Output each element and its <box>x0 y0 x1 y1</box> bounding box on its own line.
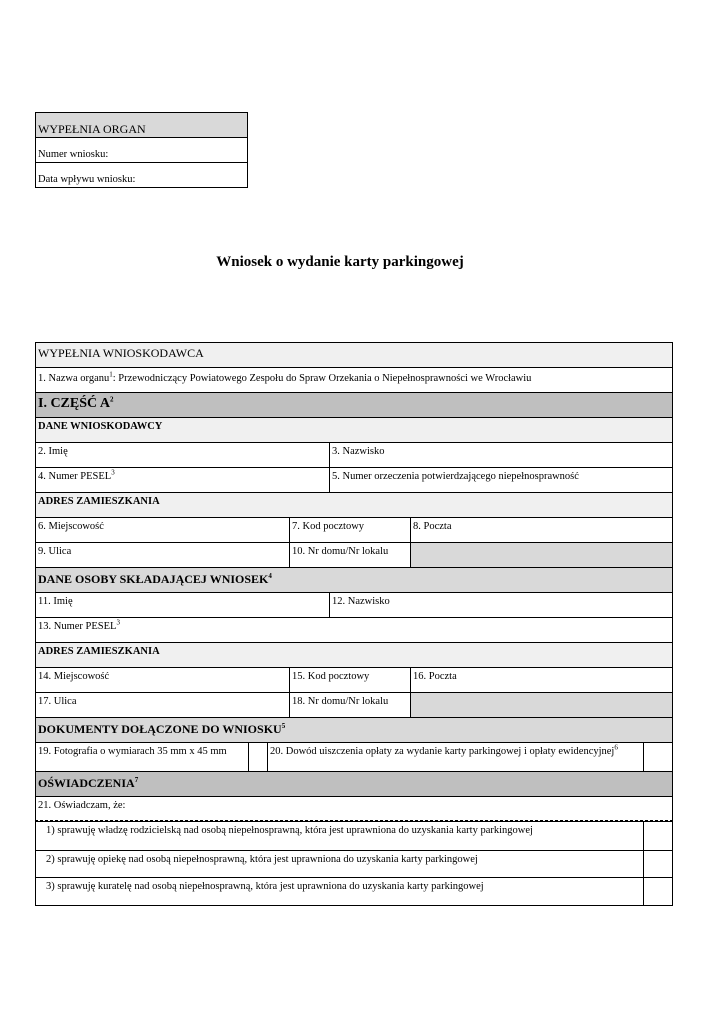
submitter-header-text: DANE OSOBY SKŁADAJĄCEJ WNIOSEK <box>38 572 269 586</box>
declaration-item-1[interactable] <box>35 821 673 851</box>
documents-header <box>35 717 673 743</box>
footnote-3b: 3 <box>116 618 120 627</box>
declaration-item-2-text: 2) sprawuję opiekę nad osobą niepełnosprawną, która jest uprawniona do uzyskania karty parkingowej <box>46 854 478 865</box>
address-header: ADRES ZAMIESZKANIA <box>35 492 673 518</box>
applicant-pesel-field[interactable] <box>35 467 330 493</box>
applicant-data-header: DANE WNIOSKODAWCY <box>35 417 673 443</box>
organ-name-value: : Przewodniczący Powiatowego Zespołu do Spraw Orzekania o Niepełnosprawności we Wrocławiu <box>112 373 532 384</box>
document-title: Wniosek o wydanie karty parkingowej <box>216 254 464 270</box>
documents-header-text: DOKUMENTY DOŁĄCZONE DO WNIOSKU <box>38 722 282 736</box>
house-number-field[interactable]: 10. Nr domu/Nr lokalu <box>289 542 411 568</box>
footnote-3: 3 <box>111 468 115 477</box>
applicant-last-name-field[interactable]: 3. Nazwisko <box>329 442 673 468</box>
declaration-item-3-text: 3) sprawuję kuratelę nad osobą niepełnosprawną, która jest uprawniona do uzyskania karty parkingowej <box>46 881 484 892</box>
receipt-date-field[interactable]: Data wpływu wniosku: <box>35 162 248 188</box>
fee-proof-label: 20. Dowód uiszczenia opłaty za wydanie karty parkingowej i opłaty ewidencyjnej <box>270 746 615 757</box>
address-filler <box>410 542 673 568</box>
postal-code-field[interactable]: 7. Kod pocztowy <box>289 517 411 543</box>
footnote-4: 4 <box>268 572 272 580</box>
footnote-5: 5 <box>281 722 286 730</box>
declaration-checkbox-1[interactable] <box>643 821 673 851</box>
photo-field[interactable]: 19. Fotografia o wymiarach 35 mm x 45 mm <box>35 742 249 772</box>
footnote-7: 7 <box>134 776 139 784</box>
submitter-address-filler <box>410 692 673 718</box>
submitter-pesel-field[interactable] <box>35 617 673 643</box>
submitter-house-number-field[interactable]: 18. Nr domu/Nr lokalu <box>289 692 411 718</box>
fee-proof-checkbox[interactable] <box>643 742 673 772</box>
organ-name-field <box>35 367 673 393</box>
organ-name-label: 1. Nazwa organu <box>38 373 110 384</box>
applicant-box-header: WYPEŁNIA WNIOSKODAWCA <box>35 342 673 368</box>
submitter-address-header: ADRES ZAMIESZKANIA <box>35 642 673 668</box>
footnote-6: 6 <box>614 743 618 752</box>
post-office-field[interactable]: 8. Poczta <box>410 517 673 543</box>
submitter-last-name-field[interactable]: 12. Nazwisko <box>329 592 673 618</box>
declarations-intro: 21. Oświadczam, że: <box>35 796 673 822</box>
submitter-post-office-field[interactable]: 16. Poczta <box>410 667 673 693</box>
street-field[interactable]: 9. Ulica <box>35 542 290 568</box>
footnote-1: 1 <box>109 370 113 379</box>
declaration-checkbox-3[interactable] <box>643 877 673 906</box>
dashed-separator <box>35 820 673 821</box>
city-field[interactable]: 6. Miejscowość <box>35 517 290 543</box>
declarations-header-text: OŚWIADCZENIA <box>38 776 135 790</box>
part-a-title <box>35 392 673 418</box>
photo-gap <box>248 742 268 772</box>
submitter-header <box>35 567 673 593</box>
declaration-checkbox-2[interactable] <box>643 850 673 878</box>
footnote-2: 2 <box>109 395 114 404</box>
submitter-postal-code-field[interactable]: 15. Kod pocztowy <box>289 667 411 693</box>
part-a-title-text: I. CZĘŚĆ A <box>38 396 110 411</box>
submitter-first-name-field[interactable]: 11. Imię <box>35 592 330 618</box>
submitter-city-field[interactable]: 14. Miejscowość <box>35 667 290 693</box>
application-number-field[interactable]: Numer wniosku: <box>35 137 248 163</box>
declaration-item-3[interactable] <box>35 877 673 906</box>
fee-proof-field[interactable] <box>267 742 644 772</box>
applicant-first-name-field[interactable]: 2. Imię <box>35 442 330 468</box>
submitter-pesel-label: 13. Numer PESEL <box>38 621 117 632</box>
declarations-header <box>35 771 673 797</box>
submitter-street-field[interactable]: 17. Ulica <box>35 692 290 718</box>
declaration-item-1-text: 1) sprawuję władzę rodzicielską nad osobą niepełnosprawną, która jest uprawniona do uzyskania karty parkingowej <box>46 825 533 836</box>
certificate-number-field[interactable]: 5. Numer orzeczenia potwierdzającego niepełnosprawność <box>329 467 673 493</box>
applicant-pesel-label: 4. Numer PESEL <box>38 471 112 482</box>
declaration-item-2[interactable] <box>35 850 673 878</box>
organ-box-header: WYPEŁNIA ORGAN <box>35 112 248 138</box>
